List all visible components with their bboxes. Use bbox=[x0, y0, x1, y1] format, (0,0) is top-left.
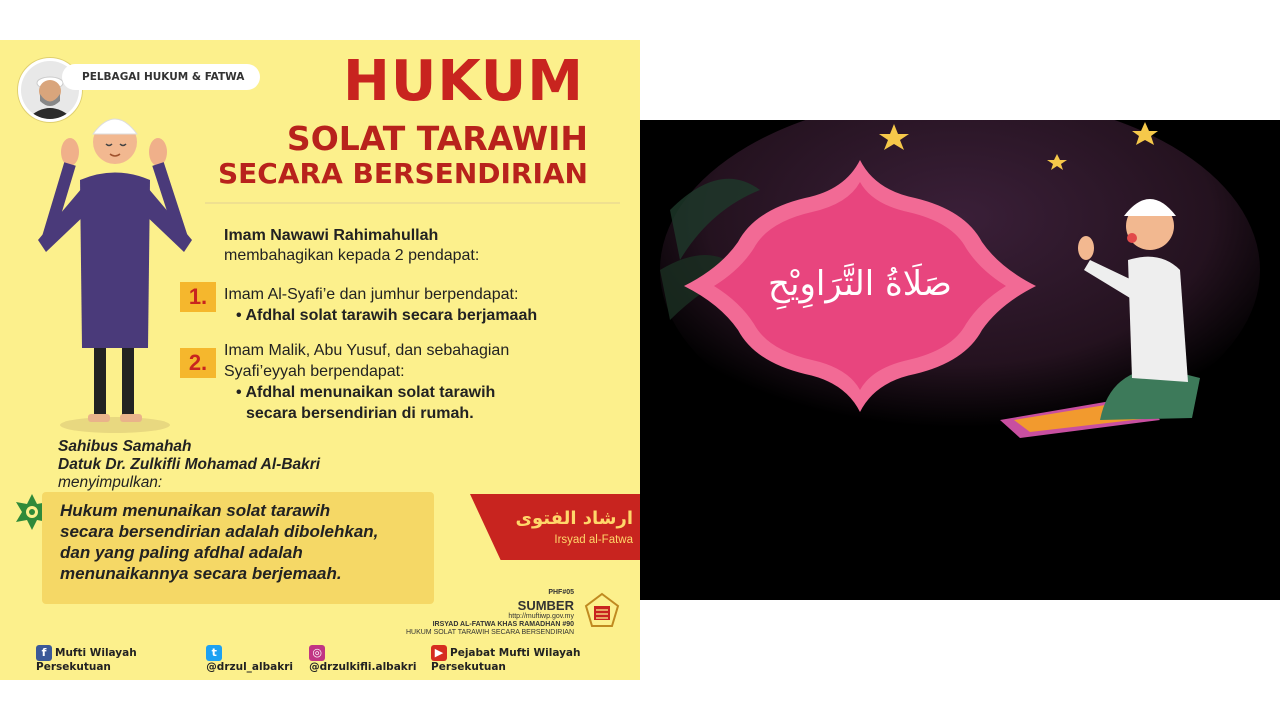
tarawih-video-frame bbox=[640, 120, 1280, 600]
opinion-2 bbox=[224, 340, 509, 424]
opinion-2-point-line2: secara bersendirian di rumah. bbox=[246, 405, 474, 422]
title-divider bbox=[205, 202, 620, 204]
series-label: PELBAGAI HUKUM & FATWA bbox=[62, 64, 260, 90]
intro-rest: membahagikan kepada 2 pendapat: bbox=[224, 247, 480, 264]
social-twitter[interactable] bbox=[206, 645, 303, 673]
opinion-1-number: 1. bbox=[180, 282, 216, 312]
irsyad-arabic: ارشاد الفتوى bbox=[515, 508, 633, 529]
conclusion-attribution bbox=[58, 438, 320, 492]
opinion-2-point-line1: • Afdhal menunaikan solat tarawih bbox=[236, 384, 496, 401]
concl-line-3: menyimpulkan: bbox=[58, 474, 163, 491]
source-heading: SUMBER bbox=[517, 598, 574, 613]
arabic-title: صَلَاةُ التَّرَاوِيْحِ bbox=[768, 264, 952, 304]
praying-man-illustration bbox=[30, 100, 200, 440]
tarawih-illustration bbox=[640, 120, 1280, 600]
instagram-label: @drzulkifli.albakri bbox=[309, 661, 417, 673]
irsyad-latin: Irsyad al-Fatwa bbox=[554, 534, 633, 546]
quote-text bbox=[60, 500, 432, 584]
source-line-2: HUKUM SOLAT TARAWIH SECARA BERSENDIRIAN bbox=[405, 629, 574, 636]
social-links-bar bbox=[36, 646, 640, 673]
source-url: http://muftiwp.gov.my bbox=[508, 613, 574, 620]
opinion-2-number: 2. bbox=[180, 348, 216, 378]
title-line-1: HUKUM bbox=[343, 49, 584, 114]
opinion-2-text-line2: Syafi’eyyah berpendapat: bbox=[224, 363, 405, 380]
mufti-office-logo bbox=[582, 592, 622, 632]
opinion-1-text: Imam Al-Syafi’e dan jumhur berpendapat: bbox=[224, 286, 519, 303]
facebook-icon: f bbox=[36, 645, 52, 661]
quote-line-3: dan yang paling afdhal adalah bbox=[60, 543, 303, 562]
instagram-icon: ◎ bbox=[309, 645, 325, 661]
intro-bold: Imam Nawawi Rahimahullah bbox=[224, 227, 439, 244]
twitter-label: @drzul_albakri bbox=[206, 661, 293, 673]
intro-text bbox=[224, 226, 479, 266]
phf-code: PHF#05 bbox=[548, 589, 574, 596]
opinion-1-point: • Afdhal solat tarawih secara berjamaah bbox=[236, 307, 538, 324]
social-instagram[interactable] bbox=[309, 645, 425, 673]
facebook-label: Mufti Wilayah Persekutuan bbox=[36, 647, 137, 673]
quote-line-4: menunaikannya secara berjemaah. bbox=[60, 564, 342, 583]
opinion-2-text-line1: Imam Malik, Abu Yusuf, dan sebahagian bbox=[224, 342, 510, 359]
infographic-poster bbox=[0, 40, 640, 680]
youtube-label: Pejabat Mufti Wilayah Persekutuan bbox=[431, 647, 581, 673]
twitter-icon: t bbox=[206, 645, 222, 661]
title-line-2: SOLAT TARAWIH bbox=[286, 119, 588, 158]
youtube-icon: ▶ bbox=[431, 645, 447, 661]
quote-line-2: secara bersendirian adalah dibolehkan, bbox=[60, 522, 379, 541]
source-line-1: IRSYAD AL-FATWA KHAS RAMADHAN #90 bbox=[432, 621, 574, 628]
social-facebook[interactable] bbox=[36, 645, 200, 673]
social-youtube[interactable] bbox=[431, 645, 640, 673]
title-line-3: SECARA BERSENDIRIAN bbox=[218, 157, 588, 190]
concl-line-1: Sahibus Samahah bbox=[58, 438, 192, 455]
quote-line-1: Hukum menunaikan solat tarawih bbox=[60, 501, 331, 520]
opinion-1 bbox=[224, 284, 537, 326]
concl-line-2: Datuk Dr. Zulkifli Mohamad Al-Bakri bbox=[58, 456, 321, 473]
